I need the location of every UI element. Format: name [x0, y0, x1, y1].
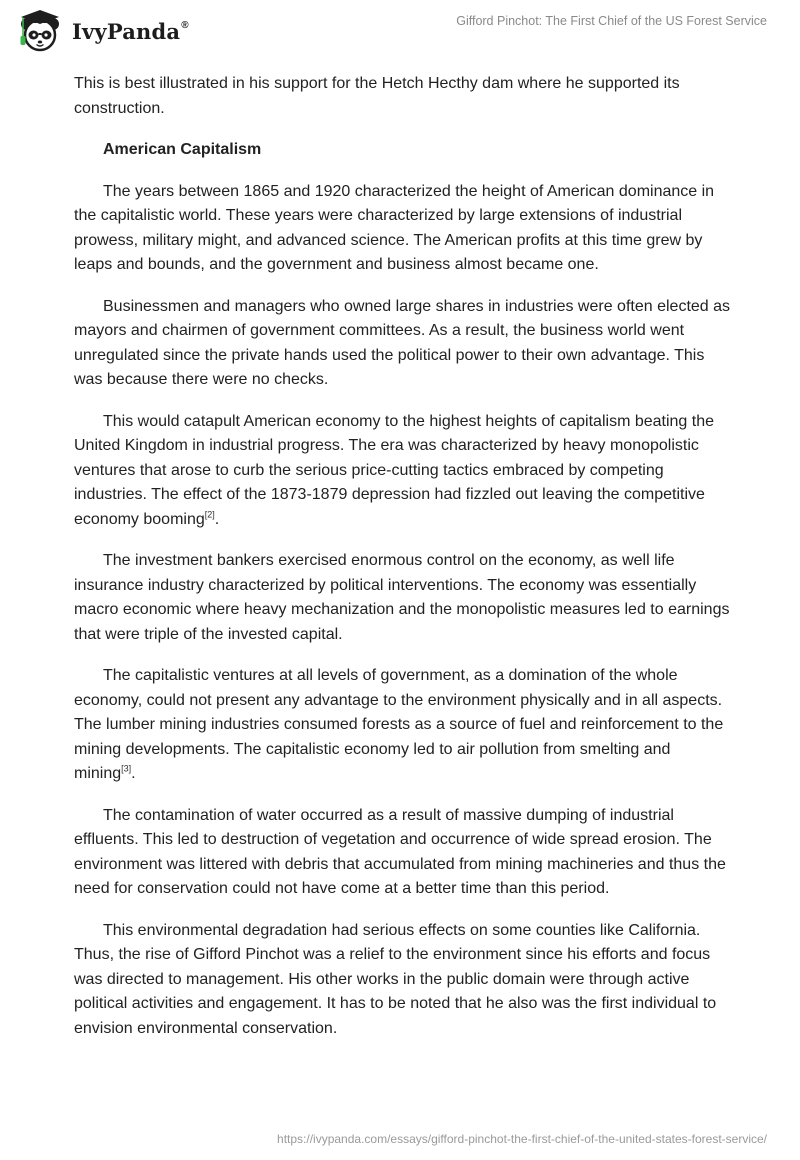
footnote-ref[interactable]: [2]	[204, 509, 215, 520]
panda-graduate-icon	[14, 8, 66, 52]
brand-name: IvyPanda®	[72, 18, 189, 44]
paragraph: Businessmen and managers who owned large shares in industries were often elected as mayors and chairmen of government committees. As a result, the business world went unregulated since the private hands used the political power to their own advantage. This was because there were no checks.	[74, 297, 731, 388]
paragraph-end: .	[214, 510, 220, 528]
paragraph: The investment bankers exercised enormous control on the economy, as well life insurance industry characterized by political interventions. The economy was essentially macro economic where heavy mechanization and the monopolistic measures led to earnings that were triple of the invested capital.	[74, 552, 730, 643]
footnote-ref[interactable]: [3]	[121, 763, 132, 774]
paragraph-text: The capitalistic ventures at all levels of government, as a domination of the whole economy, could not present any advantage to the environment physically and in all aspects. The lumber mining industries consumed forests as a source of fuel and reinforcement to the mining developments. The capitalistic economy led to air pollution from smelting and mining	[74, 667, 724, 782]
essay-body	[74, 72, 734, 1058]
source-url[interactable]: https://ivypanda.com/essays/gifford-pinchot-the-first-chief-of-the-united-states-forest-service/	[277, 1132, 767, 1146]
paragraph: The contamination of water occurred as a result of massive dumping of industrial effluents. This led to destruction of vegetation and occurrence of wide spread erosion. The environment was littered with debris that accumulated from mining machineries and thus the need for conservation could not have come at a better time than this period.	[74, 806, 726, 897]
registered-mark: ®	[181, 19, 189, 31]
paragraph: The years between 1865 and 1920 characterized the height of American dominance in the capitalistic world. These years were characterized by large extensions of industrial prowess, military might, and advanced science. The American profits at this time grew by leaps and bounds, and the government and business almost became one.	[74, 182, 715, 273]
paragraph-end: .	[131, 765, 136, 782]
brand-logo[interactable]	[14, 8, 189, 52]
paragraph: This environmental degradation had serious effects on some counties like California. Thus, the rise of Gifford Pinchot was a relief to the environment since his efforts and focus was directed to management. His other works in the public domain were through active political activities and engagement. It has to be noted that he also was the first individual to envision environmental conservation.	[74, 921, 717, 1037]
document-title: Gifford Pinchot: The First Chief of the US Forest Service	[456, 14, 767, 28]
paragraph-text: This would catapult American economy to the highest heights of capitalism beating the United Kingdom in industrial progress. The era was characterized by heavy monopolistic ventures that arose to curb the serious price-cutting tactics embraced by competing industries. The effect of the 1873-1879 depression had fizzled out leaving the competitive economy booming	[74, 412, 715, 528]
page-header	[0, 0, 800, 60]
intro-paragraph: This is best illustrated in his support for the Hetch Hecthy dam where he supported its construction.	[74, 75, 680, 117]
section-heading: American Capitalism	[103, 141, 262, 158]
paragraph	[74, 664, 734, 787]
paragraph	[74, 410, 734, 533]
